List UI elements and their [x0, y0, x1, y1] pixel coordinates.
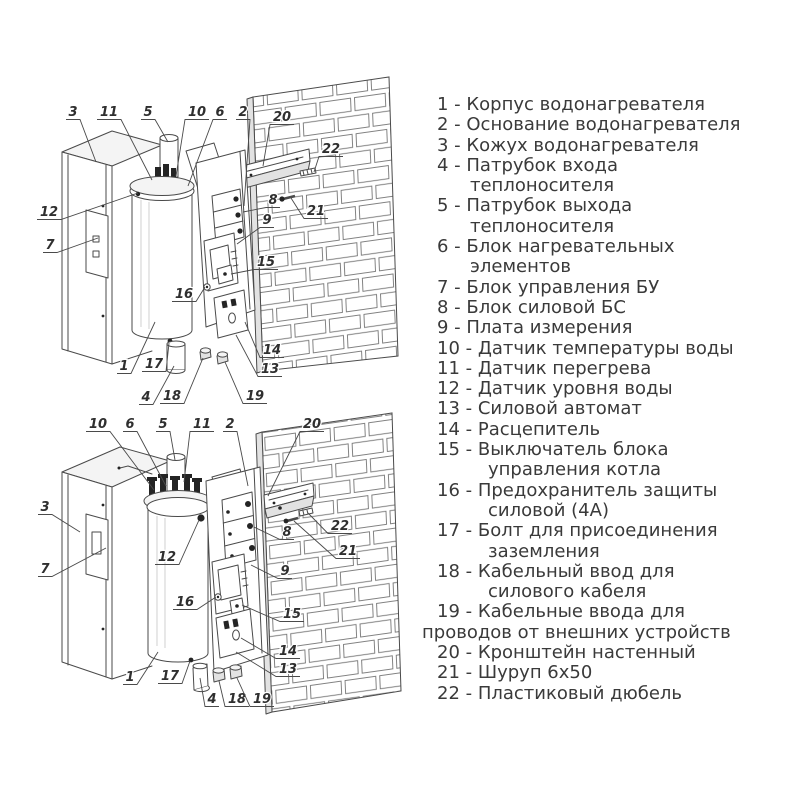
- legend-item-text: 7 - Блок управления БУ: [437, 276, 660, 298]
- callout-number-18: 18: [227, 692, 247, 707]
- callout-number-7: 7: [45, 238, 55, 253]
- callout-number-15: 15: [282, 607, 302, 622]
- callout-number-12: 12: [39, 205, 59, 220]
- legend-item-10: [437, 339, 799, 359]
- legend-item-continuation: силовой (4А): [488, 499, 609, 521]
- legend-item-text: 1 - Корпус водонагревателя: [437, 94, 706, 115]
- legend-item-21: [437, 663, 799, 683]
- callout-number-13: 13: [260, 362, 280, 377]
- legend-item-text: 20 - Кронштейн настенный: [437, 642, 696, 664]
- callout-number-4: 4: [141, 390, 151, 405]
- callout-number-12: 12: [157, 550, 177, 565]
- callout-number-11: 11: [99, 105, 119, 120]
- callout-number-21: 21: [306, 204, 326, 219]
- callout-number-22: 22: [321, 142, 341, 157]
- callout-number-1: 1: [125, 670, 135, 685]
- callout-number-4: 4: [207, 692, 217, 707]
- control-unit: [86, 210, 108, 278]
- callout-number-15: 15: [256, 255, 276, 270]
- legend-item-1: [437, 95, 799, 115]
- legend-item-text: 12 - Датчик уровня воды: [437, 378, 673, 400]
- legend-item-12: [437, 379, 799, 399]
- callout-number-10: 10: [187, 105, 207, 120]
- legend-item-14: [437, 420, 799, 440]
- legend-item-6: [437, 237, 799, 278]
- callout-number-17: 17: [144, 357, 164, 372]
- legend-item-2: [437, 115, 799, 135]
- legend-item-text: 9 - Плата измерения: [437, 317, 633, 339]
- legend-item-8: [437, 298, 799, 318]
- legend-item-text: 2 - Основание водонагревателя: [437, 114, 741, 136]
- legend-item-17: [437, 521, 799, 562]
- callout-number-20: 20: [302, 417, 322, 432]
- callout-number-19: 19: [245, 389, 265, 404]
- parts-legend: [422, 94, 799, 704]
- legend-item-text: 13 - Силовой автомат: [437, 398, 642, 420]
- legend-item-text: 6 - Блок нагревательных: [437, 236, 675, 258]
- legend-item-20: [437, 643, 799, 663]
- legend-item-continuation: управления котла: [488, 459, 661, 481]
- legend-item-text: 15 - Выключатель блока: [437, 439, 669, 461]
- legend-item-text: 10 - Датчик температуры воды: [437, 337, 734, 359]
- legend-item-text: 8 - Блок силовой БС: [437, 296, 626, 318]
- callout-number-5: 5: [158, 417, 168, 432]
- legend-item-22: [437, 684, 799, 704]
- callout-number-18: 18: [162, 389, 182, 404]
- legend-item-text: 14 - Расцепитель: [437, 418, 601, 440]
- callout-number-2: 2: [225, 417, 235, 432]
- legend-item-4: [437, 156, 799, 197]
- legend-item-3: [437, 136, 799, 156]
- legend-item-5: [437, 196, 799, 237]
- callout-number-8: 8: [282, 525, 292, 540]
- legend-item-continuation: заземления: [488, 540, 600, 562]
- callout-number-7: 7: [40, 562, 50, 577]
- control-unit: [86, 514, 108, 580]
- legend-item-continuation: теплоносителя: [470, 175, 615, 197]
- legend-item-18: [437, 562, 799, 603]
- legend-item-text: 16 - Предохранитель защиты: [437, 479, 718, 501]
- legend-item-text: 18 - Кабельный ввод для: [437, 560, 675, 582]
- callout-number-22: 22: [330, 519, 350, 534]
- callout-number-13: 13: [278, 662, 298, 677]
- electronics-panel: [196, 150, 255, 364]
- callout-number-1: 1: [119, 359, 129, 374]
- callout-number-9: 9: [262, 213, 272, 228]
- callout-number-17: 17: [160, 669, 180, 684]
- legend-item-9: [437, 318, 799, 338]
- legend-item-text: 19 - Кабельные ввода для: [437, 601, 685, 623]
- callout-number-10: 10: [88, 417, 108, 432]
- legend-item-11: [437, 359, 799, 379]
- callout-number-3: 3: [68, 105, 78, 120]
- legend-item-text: 22 - Пластиковый дюбель: [437, 682, 683, 704]
- legend-item-7: [437, 278, 799, 298]
- callout-number-11: 11: [192, 417, 212, 432]
- legend-item-text: 3 - Кожух водонагревателя: [437, 134, 699, 156]
- legend-item-19: [422, 601, 799, 643]
- callout-number-9: 9: [280, 564, 290, 579]
- callout-number-3: 3: [40, 500, 50, 515]
- legend-item-continuation: силового кабеля: [488, 581, 647, 603]
- callout-number-16: 16: [174, 287, 194, 302]
- legend-item-16: [437, 481, 799, 522]
- legend-item-text: 4 - Патрубок входа: [437, 154, 618, 176]
- callout-number-8: 8: [268, 193, 278, 208]
- brick-wall-icon: [256, 413, 401, 714]
- callout-number-5: 5: [143, 105, 153, 120]
- callout-number-6: 6: [215, 105, 225, 120]
- inlet-pipe: [167, 344, 185, 370]
- callout-number-16: 16: [175, 595, 195, 610]
- legend-item-text: 5 - Патрубок выхода: [437, 195, 633, 217]
- callout-number-21: 21: [338, 544, 358, 559]
- legend-item-text: 21 - Шуруп 6х50: [437, 662, 593, 684]
- figure-top-boiler: [37, 77, 398, 405]
- callout-number-6: 6: [125, 417, 135, 432]
- legend-item-text: 17 - Болт для присоединения: [437, 520, 718, 542]
- legend-item-13: [437, 399, 799, 419]
- callout-number-19: 19: [252, 692, 272, 707]
- callout-number-14: 14: [278, 644, 298, 659]
- legend-item-continuation: теплоносителя: [470, 215, 615, 237]
- legend-item-15: [437, 440, 799, 481]
- figure-bottom-boiler: [38, 413, 401, 714]
- callout-number-2: 2: [238, 105, 248, 120]
- legend-item-continuation: элементов: [470, 256, 571, 278]
- legend-item-continuation: проводов от внешних устройств: [422, 621, 731, 643]
- callout-number-20: 20: [272, 110, 292, 125]
- callout-number-14: 14: [262, 343, 282, 358]
- legend-item-text: 11 - Датчик перегрева: [437, 357, 652, 379]
